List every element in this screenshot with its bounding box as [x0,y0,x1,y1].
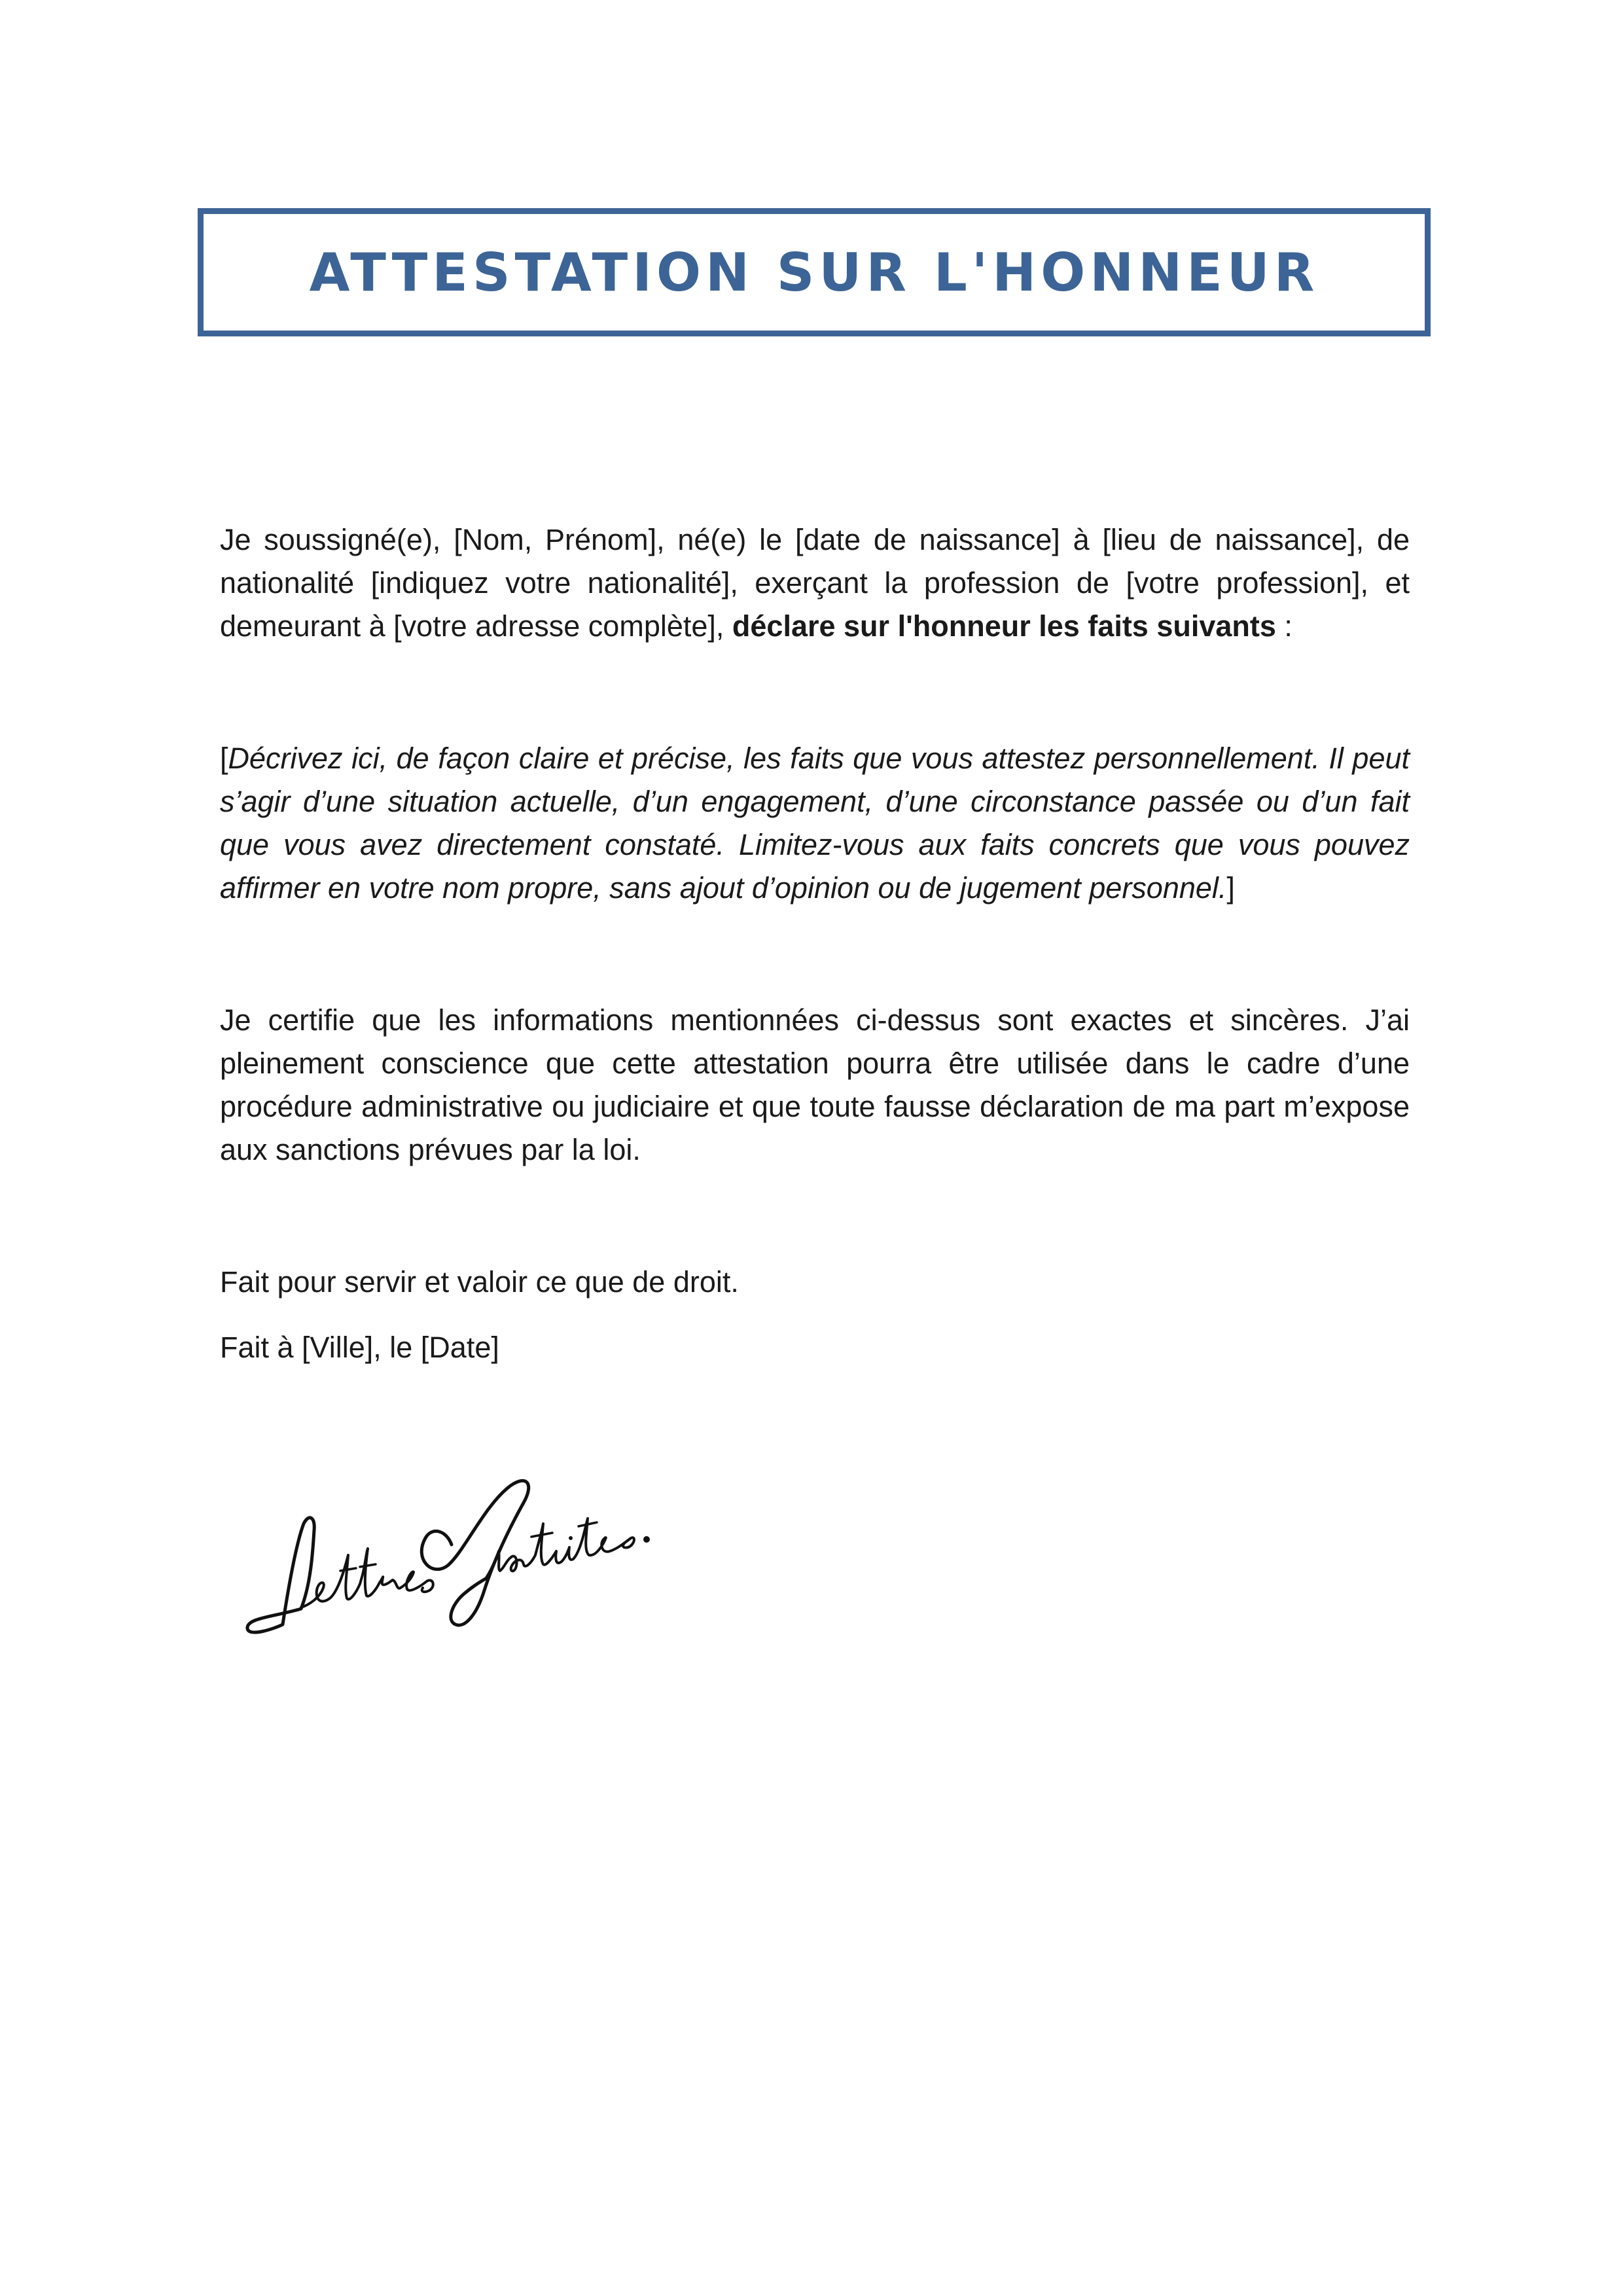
title-box [198,208,1431,336]
page-title: ATTESTATION SUR L'HONNEUR [309,242,1319,303]
intro-paragraph [220,518,1410,648]
facts-paragraph [220,737,1410,910]
facts-close-bracket: ] [1226,871,1235,905]
place-date-line: Fait à [Ville], le [Date] [220,1331,499,1364]
intro-bold-text: déclare sur l'honneur les faits suivants [732,609,1276,643]
facts-text: Décrivez ici, de façon claire et précise, les faits que vous attestez personnellement. Il peut s’agir d’une situation actuelle, d’un engagement, d’une circonstance passée ou d’un fait que vous avez directement constaté. Limitez-vous aux faits concrets que vous pouvez affirmer en votre nom propre, sans ajout d’opinion ou de jugement personnel. [220,742,1410,905]
intro-text: Je soussigné(e), [Nom, Prénom], né(e) le [date de naissance] à [lieu de naissance], de nationalité [indiquez votre nationalité], exerçant la profession de [votre profession], et demeurant à [votre adresse complète], [220,523,1410,643]
signature-icon [236,1453,668,1649]
intro-end: : [1275,609,1293,643]
certification-paragraph: Je certifie que les informations mentionnées ci-dessus sont exactes et sincères. J’ai pleinement conscience que cette attestation pourra être utilisée dans le cadre d’une procédure administrative ou judiciaire et que toute fausse déclaration de ma part m’expose aux sanctions prévues par la loi. [220,1003,1410,1166]
facts-open-bracket: [ [220,742,228,775]
closing-line: Fait pour servir et valoir ce que de droit. [220,1265,739,1299]
